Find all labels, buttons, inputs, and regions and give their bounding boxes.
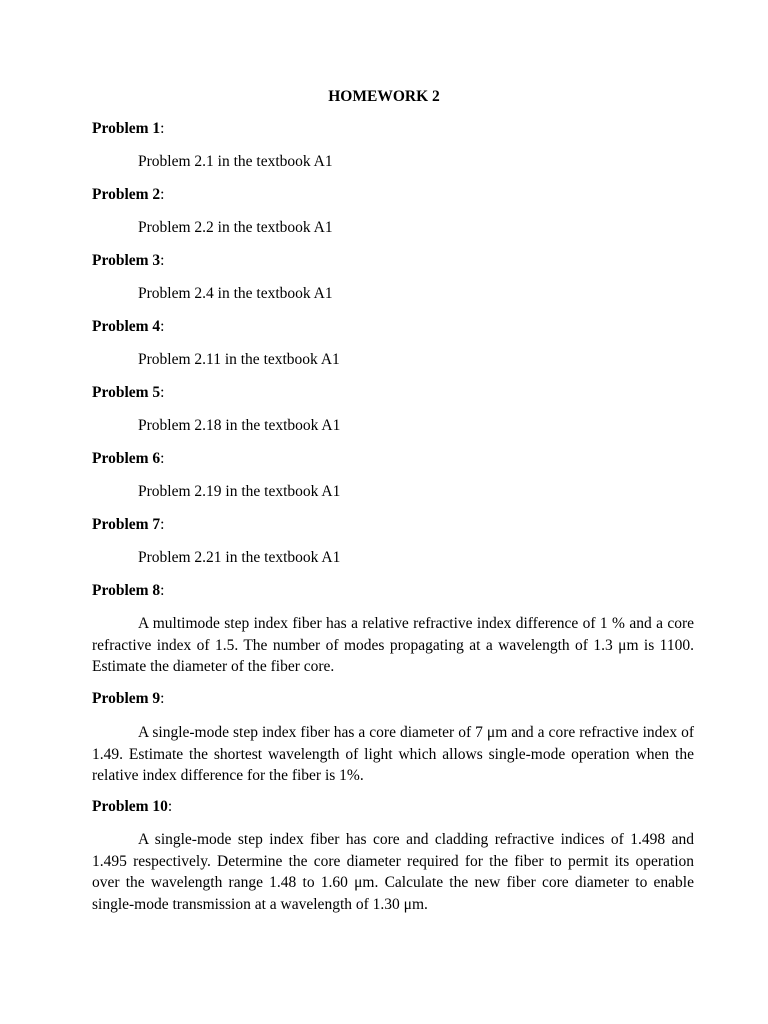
problem-1-colon: :: [160, 120, 165, 137]
problem-5-heading: [92, 383, 164, 403]
problem-9-heading: [92, 689, 164, 709]
problem-10-colon: :: [167, 798, 173, 815]
problem-8-colon: :: [160, 582, 165, 599]
problem-1-heading: [92, 119, 164, 139]
problem-10-heading: [92, 797, 172, 817]
problem-5-text: Problem 2.18 in the textbook A1: [138, 417, 341, 434]
problem-6-label: Problem 6: [92, 450, 161, 467]
problem-6-heading: [92, 449, 164, 469]
problem-2-text: Problem 2.2 in the textbook A1: [138, 219, 333, 236]
problem-3-heading: [92, 251, 164, 271]
problem-2-heading: [92, 185, 164, 205]
problem-8-label: Problem 8: [92, 582, 161, 599]
problem-2-label: Problem 2: [92, 186, 161, 203]
problem-7-colon: :: [160, 516, 165, 533]
problem-7-heading: [92, 515, 164, 535]
problem-8-text: A multimode step index fiber has a relative refractive index difference of 1 % and a core refractive index of 1.5. The number of modes propagating at a wavelength of 1.3 μm is 1100. Estimate the diameter of the fiber core.: [92, 615, 694, 675]
problem-9-colon: :: [160, 690, 165, 707]
problem-10-label: Problem 10: [92, 798, 168, 815]
problem-7-text: Problem 2.21 in the textbook A1: [138, 549, 341, 566]
problem-3-colon: :: [160, 252, 165, 269]
problem-4-colon: :: [160, 318, 165, 335]
problem-3-text: Problem 2.4 in the textbook A1: [138, 285, 333, 302]
problem-7-label: Problem 7: [92, 516, 161, 533]
problem-4-heading: [92, 317, 164, 337]
problem-1-label: Problem 1: [92, 120, 161, 137]
problem-4-text: Problem 2.11 in the textbook A1: [138, 351, 340, 368]
problem-9-text: A single-mode step index fiber has a core diameter of 7 μm and a core refractive index of 1.49. Estimate the shortest wavelength of light which allows single-mode operation when the relative index difference for the fiber is 1%.: [92, 724, 694, 784]
problem-3-label: Problem 3: [92, 252, 161, 269]
problem-8-heading: [92, 581, 164, 601]
problem-1-text: Problem 2.1 in the textbook A1: [138, 153, 333, 170]
problem-9-label: Problem 9: [92, 690, 161, 707]
problem-5-label: Problem 5: [92, 384, 161, 401]
problem-6-text: Problem 2.19 in the textbook A1: [138, 483, 341, 500]
problem-6-colon: :: [160, 450, 165, 467]
problem-5-colon: :: [160, 384, 165, 401]
problem-2-colon: :: [160, 186, 165, 203]
document-title: HOMEWORK 2: [328, 88, 440, 105]
problem-10-text: A single-mode step index fiber has core and cladding refractive indices of 1.498 and 1.495 respectively. Determine the core diameter required for the fiber to permit its operation over the wavelength range 1.48 to 1.60 μm. Calculate the new fiber core diameter to enable single-mode transmission at a wavelength of 1.30 μm.: [92, 831, 694, 913]
problem-4-label: Problem 4: [92, 318, 161, 335]
